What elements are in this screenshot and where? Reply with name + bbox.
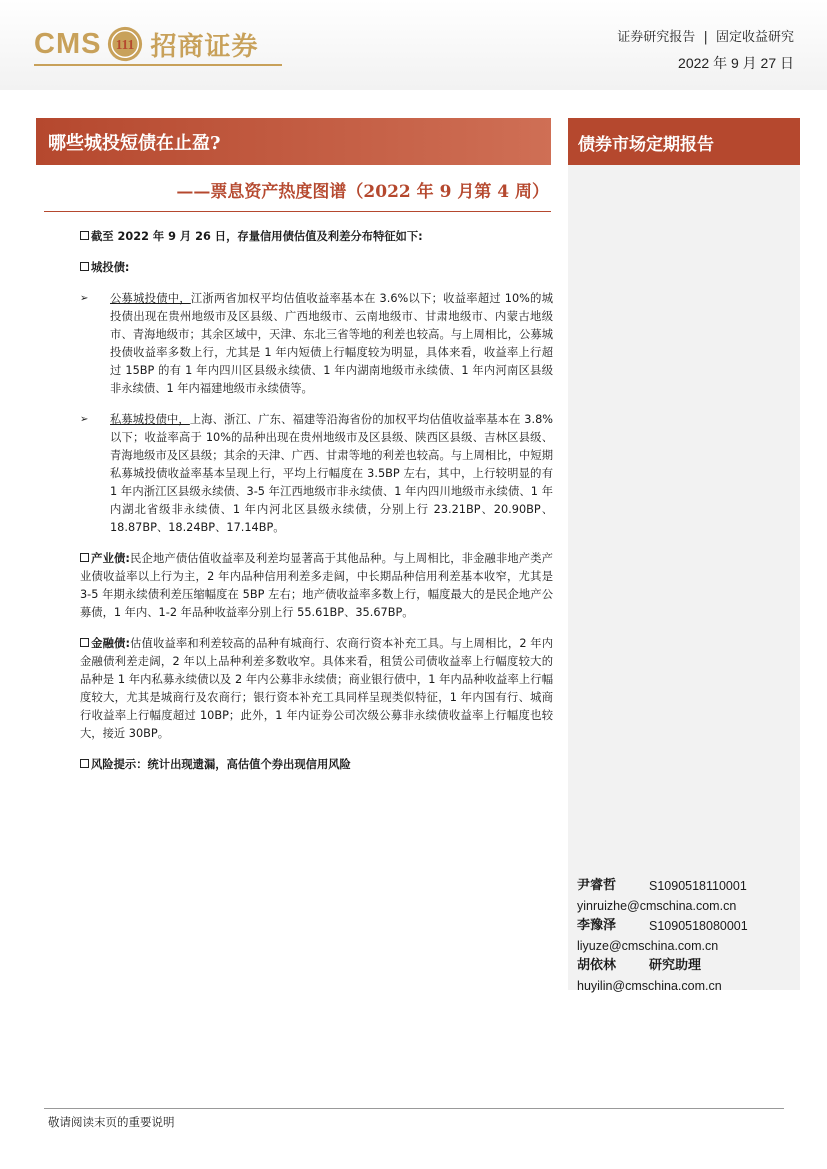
report-body <box>80 228 553 787</box>
page-title: 哪些城投短债在止盈? <box>48 133 221 154</box>
footer-disclaimer: 敬请阅读末页的重要说明 <box>48 1115 175 1129</box>
urban-heading <box>80 259 553 277</box>
logo-underline <box>34 64 282 66</box>
public-text: 江浙两省加权平均估值收益率基本在 3.6%以下；收益率超过 10%的城投债出现在贵州地级市及区县级、广西地级市、云南地级市、甘肃地级市、内蒙古地级市、青海地级市；其余区域中，天津、东北三省等地的利差也较高。与上周相比，公募城投债收益率多数上行，尤其是 1 年内短债上行幅度较为明显，具体来看，收益率上行超过 15BP 的有 1 年内四川区县级永续债、1 年内湖南地级市永续债、1 年内河南区县级非永续债、1 年内福建地级市永续债等。 <box>110 292 553 395</box>
checkbox-bullet-icon <box>80 638 89 647</box>
logo-emblem-text: 111 <box>116 36 135 52</box>
risk-text: 风险提示：统计出现遗漏，高估值个券出现信用风险 <box>91 758 351 771</box>
research-area: 固定收益研究 <box>715 30 794 45</box>
subtitle-divider <box>44 211 551 212</box>
checkbox-bullet-icon <box>80 262 89 271</box>
private-urban-bullet <box>80 411 553 537</box>
author-entry <box>577 876 792 896</box>
author-email[interactable]: yinruizhe@cmschina.com.cn <box>577 899 737 913</box>
title-banner <box>36 118 551 165</box>
urban-heading-text: 城投债: <box>91 261 130 274</box>
public-urban-bullet <box>80 290 553 398</box>
arrow-bullet-icon: ➢ <box>80 293 89 304</box>
logo-emblem-icon <box>106 25 144 63</box>
risk-paragraph <box>80 756 553 774</box>
checkbox-bullet-icon <box>80 759 89 768</box>
checkbox-bullet-icon <box>80 553 89 562</box>
author-name: 尹睿哲 <box>577 878 617 893</box>
private-text: 上海、浙江、广东、福建等沿海省份的加权平均估值收益率基本在 3.8%以下；收益率高于 10%的品种出现在贵州地级市及区县级、陕西区县级、吉林区县级、青海地级市及区县级；其余的天津、广西、甘肃等地的利差也较高。与上周相比，中短期私募城投债收益率基本呈现上行，平均上行幅度在 3.5BP 左右，其中，上行较明显的有 1 年内浙江区县级永续债、3-5 年江西地级市非永续债、1 年内四川地级市永续债、1 年内湖北省级非永续债、1 年内河北区县级永续债，分别上行 23.21BP、20.90BP、18.87BP、18.24BP、17.14BP。 <box>110 413 553 534</box>
private-label: 私募城投债中， <box>110 413 190 426</box>
footer-divider <box>44 1108 784 1109</box>
logo-chinese: 招商证券 <box>150 31 259 62</box>
industry-paragraph <box>80 550 553 622</box>
financial-paragraph <box>80 635 553 743</box>
industry-heading: 产业债: <box>91 552 130 565</box>
author-license: S1090518110001 <box>649 879 747 893</box>
logo-latin: CMS <box>34 27 102 60</box>
intro-text: 截至 2022 年 9 月 26 日，存量信用债估值及利差分布特征如下: <box>91 230 423 243</box>
page-subtitle: ——票息资产热度图谱（2022 年 9 月第 4 周） <box>176 182 549 202</box>
author-email[interactable]: huyilin@cmschina.com.cn <box>577 979 722 993</box>
meta-separator: | <box>703 30 708 45</box>
report-category: 债券市场定期报告 <box>578 135 714 155</box>
author-entry <box>577 956 792 976</box>
author-name: 胡依林 <box>577 958 617 973</box>
checkbox-bullet-icon <box>80 231 89 240</box>
author-entry <box>577 916 792 936</box>
author-title: 研究助理 <box>649 958 702 973</box>
report-date: 2022 年 9 月 27 日 <box>678 55 794 71</box>
intro-paragraph <box>80 228 553 246</box>
report-meta <box>617 26 794 73</box>
side-panel <box>568 165 800 990</box>
public-label: 公募城投债中， <box>110 292 191 305</box>
company-logo <box>34 24 258 64</box>
report-type: 证券研究报告 <box>617 30 696 45</box>
author-list <box>577 876 792 996</box>
author-email[interactable]: liyuze@cmschina.com.cn <box>577 939 719 953</box>
category-banner <box>568 118 800 165</box>
financial-text: 估值收益率和利差较高的品种有城商行、农商行资本补充工具。与上周相比，2 年内金融债利差走阔，2 年以上品种利差多数收窄。具体来看，租赁公司债收益率上行幅度较大的品种是 1 年内私募永续债以及 2 年内公募非永续债；商业银行债中，1 年内品种收益率上行幅度较大，尤其是城商行及农商行；银行资本补充工具同样呈现类似特征，1 年内国有行、城商行收益率上行幅度超过 10BP；此外，1 年内证券公司次级公募非永续债收益率上行幅度也较大，接近 30BP。 <box>80 637 553 740</box>
industry-text: 民企地产债估值收益率及利差均显著高于其他品种。与上周相比，非金融非地产类产业债收益率以上行为主，2 年内品种信用利差多走阔，中长期品种信用利差基本收窄，尤其是 3-5 年期永续债利差压缩幅度在 5BP 左右；地产债收益率多数上行，幅度最大的是民企地产公募债，1 年内、1-2 年品种收益率分别上行 55.61BP、35.67BP。 <box>80 552 553 619</box>
financial-heading: 金融债: <box>91 637 131 650</box>
author-name: 李豫泽 <box>577 918 617 933</box>
arrow-bullet-icon: ➢ <box>80 414 89 425</box>
author-license: S1090518080001 <box>649 919 748 933</box>
